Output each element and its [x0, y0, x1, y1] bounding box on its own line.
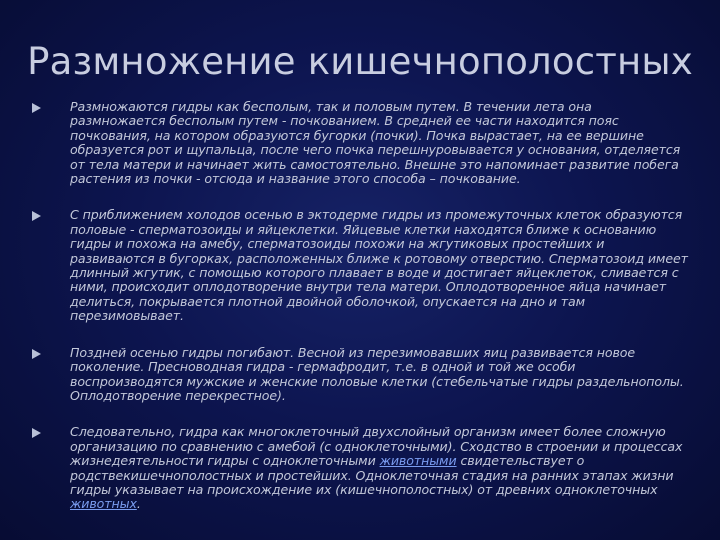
- animals-link[interactable]: животными: [379, 453, 457, 469]
- bullet-text-part: .: [136, 496, 141, 512]
- bullet-item: [30, 100, 690, 186]
- bullet-text: Размножаются гидры как бесполым, так и половым путем. В течении лета она размножается бесполым путем - почкованием. В средней ее части находится пояс почкования, на котором образуются бугорки (почки). Почка вырастает, на ее вершине образуется рот и щупальца, после чего почка перешнуровывается у основания, отделяется от тела матери и начинает жить самостоятельно. Внешне это напоминает развитие побега растения из почки - отсюда и название этого способа – почкование.: [70, 99, 681, 187]
- animals-link[interactable]: животных: [70, 496, 137, 512]
- bullet-text-part: Следовательно, гидра как многоклеточный двухслойный организм имеет более сложную организацию по сравнению с амебой (с одноклеточными). Сходство в строении и процессах жизнедеятельности гидры с одноклеточными: [70, 424, 683, 469]
- triangle-right-icon: [32, 103, 41, 113]
- triangle-right-icon: [32, 349, 41, 359]
- slide-title: Размножение кишечнополостных: [27, 40, 693, 83]
- bullet-item: [30, 208, 690, 323]
- bullet-item: [30, 346, 690, 404]
- bullet-item: [30, 425, 690, 511]
- bullet-list: [30, 100, 690, 534]
- bullet-text-part: свидетельствует о родствекишечнополостных и простейших. Одноклеточная стадия на ранних этапах жизни гидры указывает на происхождение их (кишечнополостных) от древних одноклеточных: [70, 453, 674, 497]
- bullet-text: Поздней осенью гидры погибают. Весной из перезимовавших яиц развивается новое поколение. Пресноводная гидра - гермафродит, т.е. в одной и той же особи воспроизводятся мужские и женские половые клетки (стебельчатые гидры раздельнополы. Оплодотворение перекрестное).: [70, 344, 684, 403]
- triangle-right-icon: [32, 428, 41, 438]
- bullet-text: [70, 425, 690, 511]
- triangle-right-icon: [32, 211, 41, 221]
- bullet-text: С приближением холодов осенью в эктодерме гидры из промежуточных клеток образуются половые - сперматозоиды и яйцеклетки. Яйцевые клетки находятся ближе к основанию гидры и похожа на амебу, сперматозоиды похожи на жгутиковых простейших и развиваются в бугорках, расположенных ближе к ротовому отверстию. Сперматозоид имеет длинный жгутик, с помощью которого плавает в воде и достигает яйцеклеток, сливается с ними, происходит оплодотворение внутри тела матери. Оплодотворенное яйца начинает делиться, покрывается плотной двойной оболочкой, опускается на дно и там перезимовывает.: [70, 207, 688, 324]
